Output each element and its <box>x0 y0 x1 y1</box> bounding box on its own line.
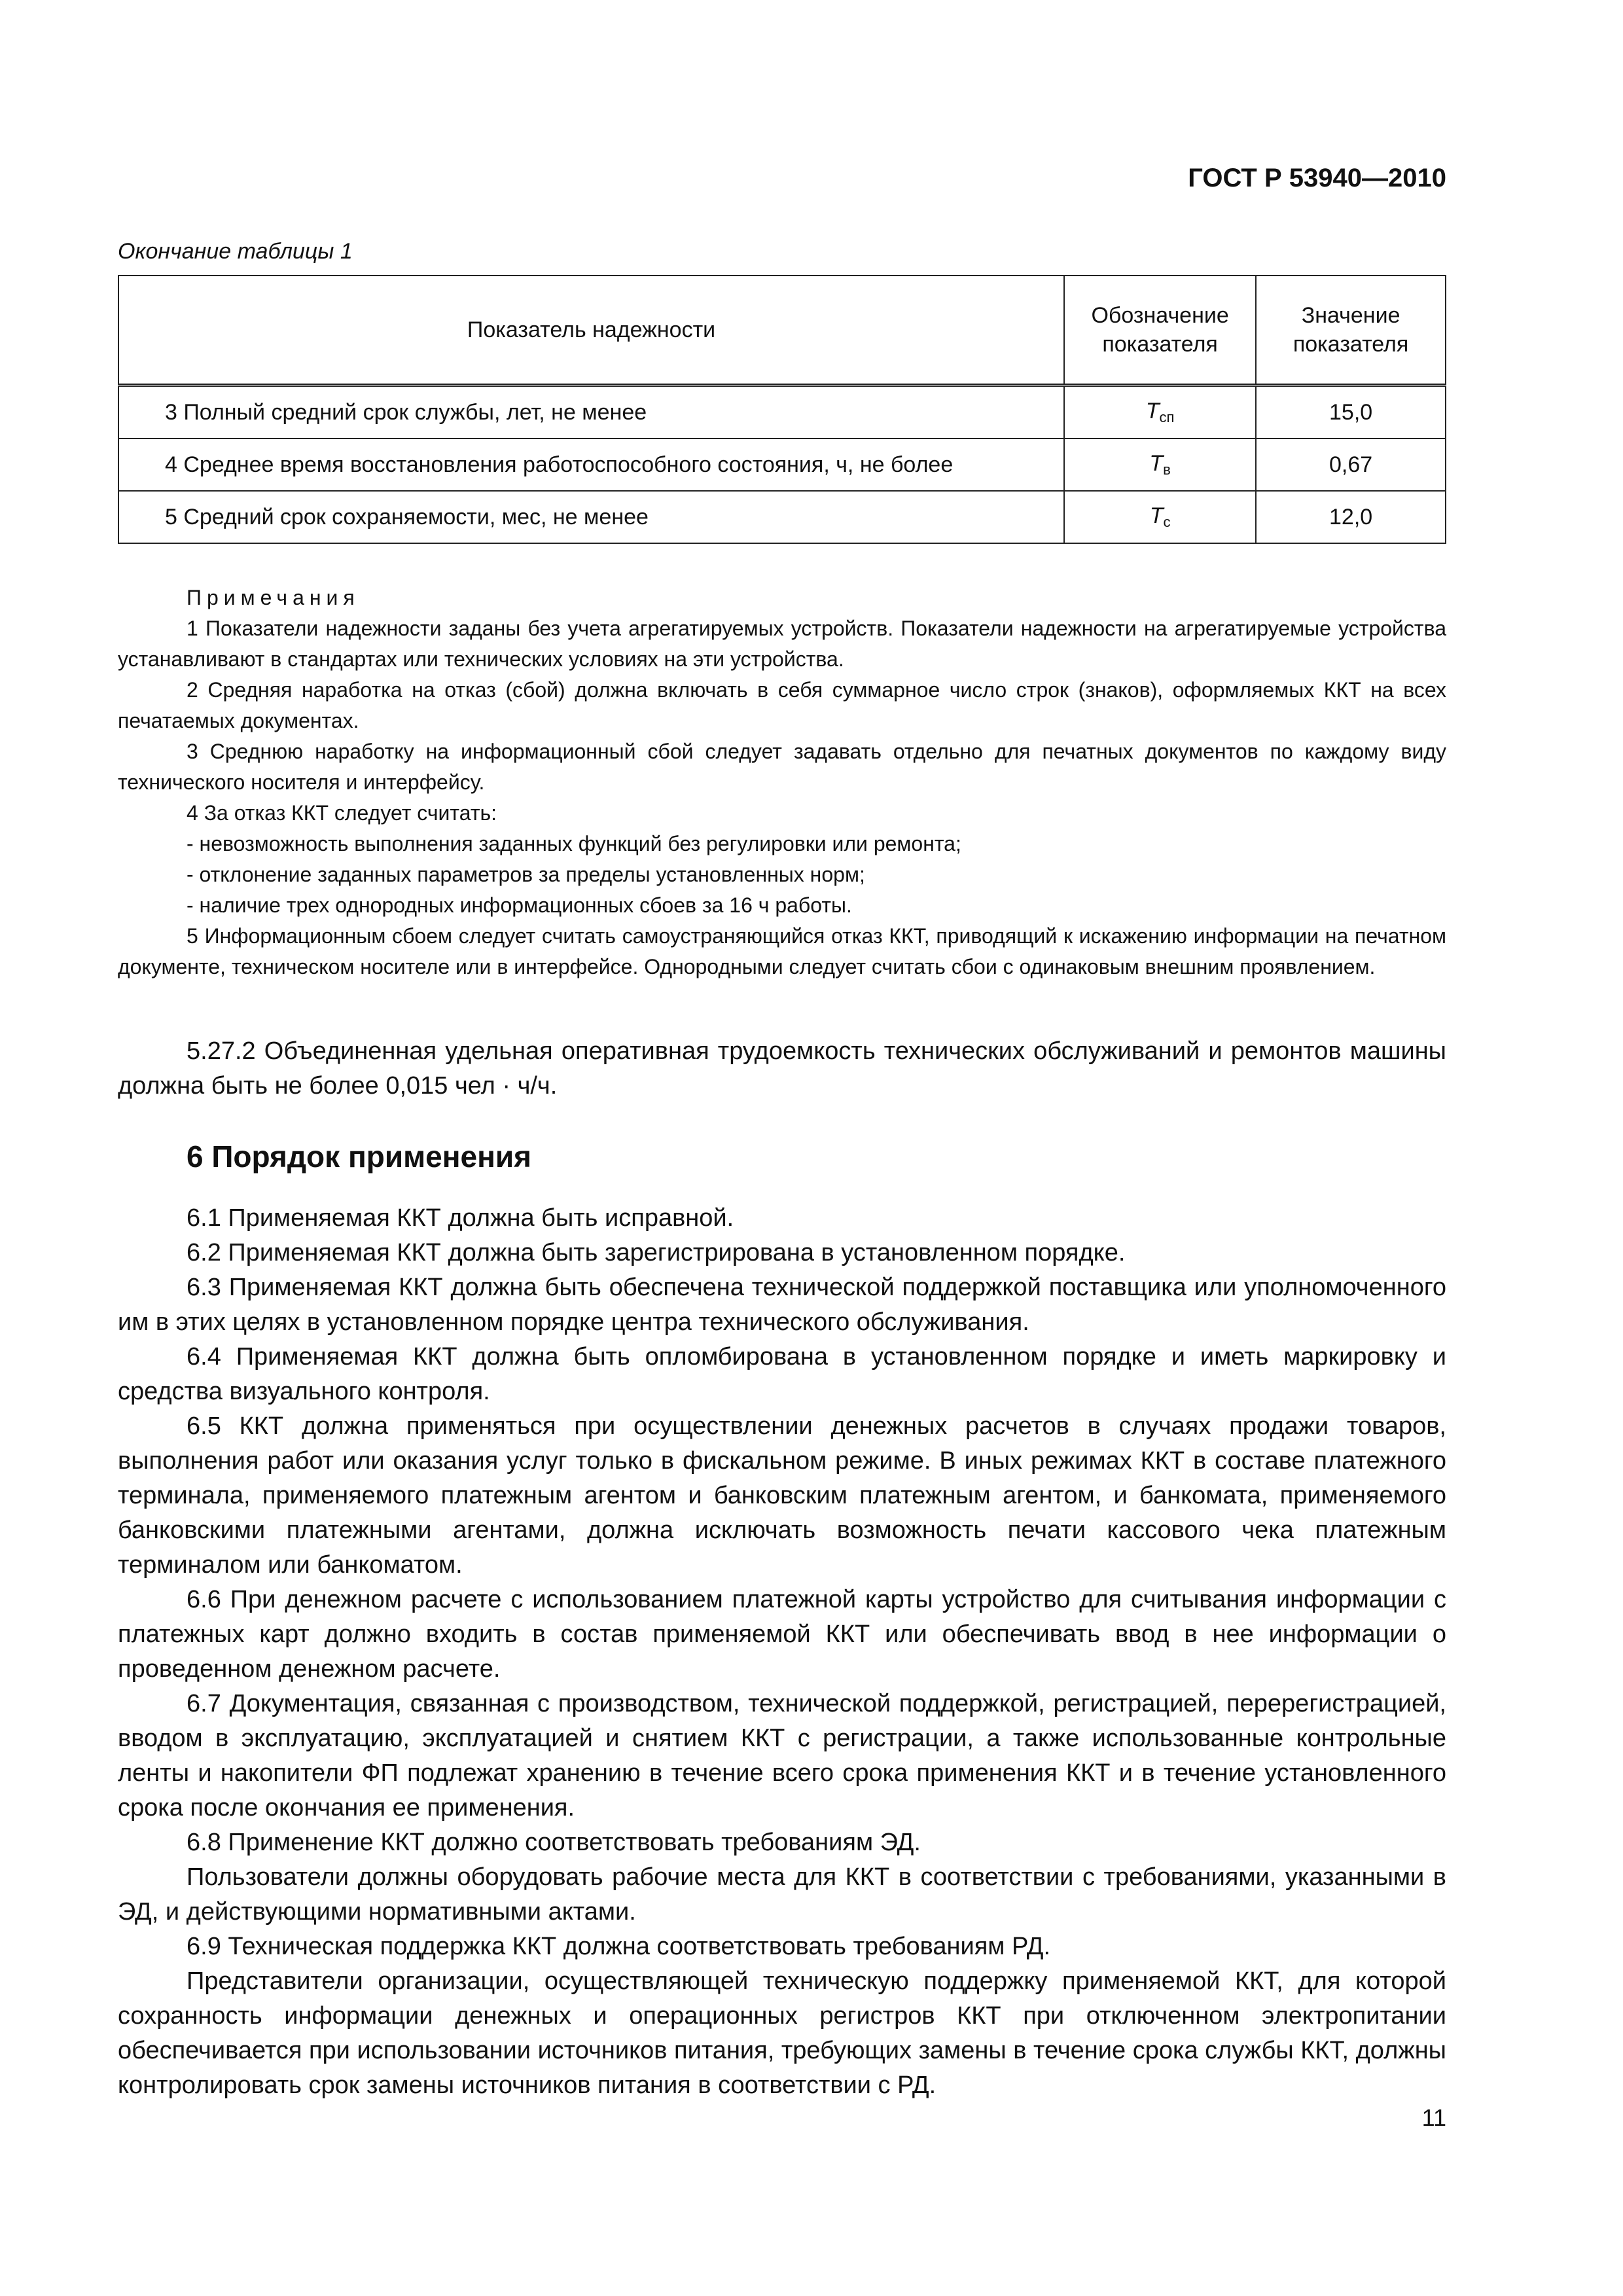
column-header-indicator: Показатель надежности <box>118 276 1064 386</box>
paragraph: 6.9 Техническая поддержка ККТ должна соответствовать требованиям РД. <box>187 1933 1051 1960</box>
row-symbol: $T_с$ <box>1064 491 1256 543</box>
note-item: 2 Средняя наработка на отказ (сбой) должна включать в себя суммарное число строк (знаков), оформляемых ККТ на всех печатаемых документах. <box>118 678 1446 732</box>
paragraph: 6.8 Применение ККТ должно соответствовать требованиям ЭД. <box>187 1829 921 1856</box>
note-item: 4 За отказ ККТ следует считать: <box>187 801 497 825</box>
note-item: 5 Информационным сбоем следует считать самоустраняющийся отказ ККТ, приводящий к искажению информации на печатном документе, техническом носителе или в интерфейсе. Однородными следует считать сбои с одинаковым внешним проявлением. <box>118 924 1446 978</box>
paragraph: 6.4 Применяемая ККТ должна быть опломбирована в установленном порядке и иметь маркировку и средства визуального контроля. <box>118 1343 1446 1405</box>
row-value: 0,67 <box>1256 439 1446 491</box>
paragraph: 6.7 Документация, связанная с производством, технической поддержкой, регистрацией, перерегистрацией, вводом в эксплуатацию, эксплуатацией и снятием ККТ с регистрации, а также использованные контрольные ленты и накопители ФП подлежат хранению в течение всего срока применения ККТ и в течение установленного срока после окончания ее применения. <box>118 1690 1446 1821</box>
paragraph: 6.6 При денежном расчете с использованием платежной карты устройство для считывания информации с платежных карт должно входить в состав применяемой ККТ или обеспечивать ввод в нее информации о проведенном денежном расчете. <box>118 1586 1446 1683</box>
row-description: 4 Среднее время восстановления работоспособного состояния, ч, не более <box>118 439 1064 491</box>
table-notes <box>118 583 1446 982</box>
paragraph: 6.2 Применяемая ККТ должна быть зарегистрирована в установленном порядке. <box>187 1239 1126 1266</box>
paragraph: 6.3 Применяемая ККТ должна быть обеспечена технической поддержкой поставщика или уполномоченного им в этих целях в установленном порядке центра технического обслуживания. <box>118 1274 1446 1336</box>
reliability-table <box>118 275 1446 544</box>
paragraph: 5.27.2 Объединенная удельная оперативная трудоемкость технических обслуживаний и ремонтов машины должна быть не более 0,015 чел · ч/ч. <box>118 1037 1446 1100</box>
row-description: 3 Полный средний срок службы, лет, не менее <box>118 386 1064 439</box>
paragraph: 6.5 ККТ должна применяться при осуществлении денежных расчетов в случаях продажи товаров, выполнения работ или оказания услуг только в фискальном режиме. В иных режимах ККТ в составе платежного терминала, применяемого платежным агентом и банковским платежным агентом, и банкомата, применяемого банковскими платежными агентами, должна исключать возможность печати кассового чека платежным терминалом или банкоматом. <box>118 1412 1446 1579</box>
row-description: 5 Средний срок сохраняемости, мес, не менее <box>118 491 1064 543</box>
column-header-value: Значение показателя <box>1256 276 1446 386</box>
section-6-body <box>118 1201 1446 2103</box>
document-page <box>118 0 1446 2296</box>
row-symbol: $T_в$ <box>1064 439 1256 491</box>
clause-5-27-2 <box>118 1034 1446 1103</box>
note-dash-item: - наличие трех однородных информационных сбоев за 16 ч работы. <box>187 893 852 917</box>
paragraph: Пользователи должны оборудовать рабочие места для ККТ в соответствии с требованиями, указанными в ЭД, и действующими нормативными актами. <box>118 1863 1446 1926</box>
table-header-row <box>118 276 1446 386</box>
note-item: 3 Среднюю наработку на информационный сбой следует задавать отдельно для печатных документов по каждому виду технического носителя и интерфейсу. <box>118 740 1446 794</box>
row-symbol: $T_{сп}$ <box>1064 386 1256 439</box>
note-dash-item: - отклонение заданных параметров за пределы установленных норм; <box>187 863 865 886</box>
document-id: ГОСТ Р 53940—2010 <box>1188 164 1446 192</box>
row-value: 12,0 <box>1256 491 1446 543</box>
paragraph: 6.1 Применяемая ККТ должна быть исправной. <box>187 1204 734 1232</box>
notes-title: Примечания <box>187 586 360 609</box>
table-row <box>118 491 1446 543</box>
table-row <box>118 386 1446 439</box>
note-dash-item: - невозможность выполнения заданных функций без регулировки или ремонта; <box>187 832 961 855</box>
column-header-symbol: Обозначение показателя <box>1064 276 1256 386</box>
note-item: 1 Показатели надежности заданы без учета агрегатируемых устройств. Показатели надежности на агрегатируемые устройства устанавливают в стандартах или технических условиях на эти устройства. <box>118 617 1446 671</box>
row-value: 15,0 <box>1256 386 1446 439</box>
table-row <box>118 439 1446 491</box>
table-caption: Окончание таблицы 1 <box>118 239 353 264</box>
paragraph: Представители организации, осуществляющей техническую поддержку применяемой ККТ, для которой сохранность информации денежных и операционных регистров ККТ при отключенном электропитании обеспечивается при использовании источников питания, требующих замены в течение срока службы ККТ, должны контролировать срок замены источников питания в соответствии с РД. <box>118 1967 1446 2099</box>
section-title: 6 Порядок применения <box>187 1139 532 1174</box>
page-number: 11 <box>1421 2104 1446 2131</box>
